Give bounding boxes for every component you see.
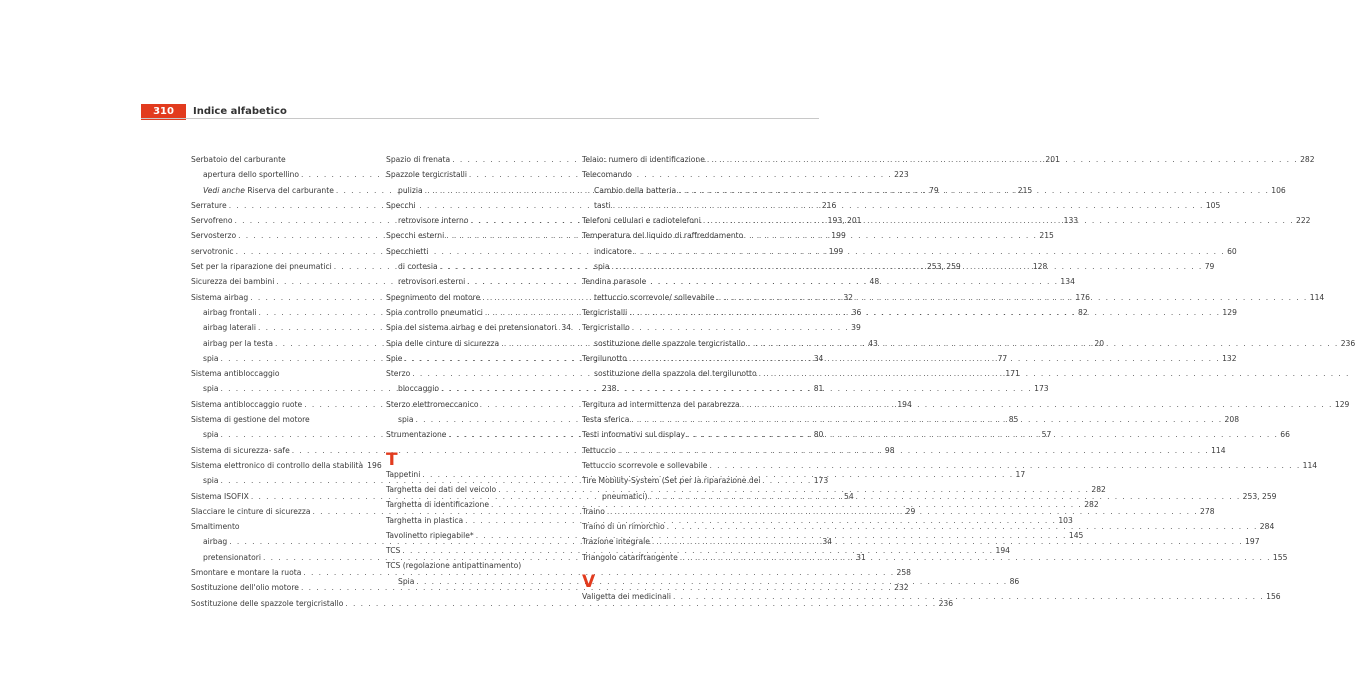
index-term: Traino di un rimorchio: [582, 522, 665, 532]
index-entry: [191, 522, 376, 537]
index-term: Serrature: [191, 200, 227, 210]
index-term: 238: [602, 384, 617, 394]
page-reference: 196: [367, 460, 382, 470]
index-entry-text: [386, 354, 402, 363]
index-term: Spia delle cinture di sicurezza: [386, 338, 500, 348]
index-entry-text: [191, 277, 274, 286]
index-entry-text: [398, 186, 423, 195]
page-reference: 114: [1302, 460, 1318, 470]
index-term: di cortesia: [398, 262, 438, 272]
index-term: Specchi esterni: [386, 231, 445, 241]
index-entry-text: [191, 599, 343, 608]
index-entry-text: [386, 308, 483, 317]
index-entry-text: [594, 293, 715, 302]
page-reference: 236: [1340, 338, 1355, 348]
page-reference: 193, 201: [827, 216, 862, 226]
index-entry-text: [386, 293, 480, 302]
index-term: tettuccio scorrevole/ sollevabile: [594, 292, 715, 302]
index-entry-text: [386, 516, 463, 525]
page-title: Indice alfabetico: [193, 106, 287, 117]
page-reference: 197: [1245, 537, 1260, 547]
page-reference: 232: [894, 583, 909, 593]
index-term: TCS: [386, 546, 401, 556]
index-entry-text: [582, 537, 650, 546]
page-reference: 282: [1091, 484, 1106, 494]
index-entry-text: [594, 369, 757, 378]
index-term: retrovisori esterni: [398, 277, 466, 287]
header-rule: [141, 118, 819, 119]
index-term: airbag per la testa: [203, 338, 274, 348]
page-reference: 223: [894, 170, 909, 180]
page-reference: 208: [1224, 415, 1240, 425]
page-reference: 85: [1008, 415, 1019, 425]
page-reference: 60: [1227, 246, 1237, 256]
page-reference: 194: [897, 399, 912, 409]
index-entry-text: [398, 277, 465, 286]
page-reference: 215: [1039, 231, 1054, 241]
see-also-label: Vedi anche: [203, 185, 245, 195]
index-entry-text: [203, 384, 219, 393]
index-term: indicatore: [594, 246, 632, 256]
index-term: Temperatura del liquido di raffreddamento: [582, 231, 744, 241]
page-reference: 80: [813, 430, 824, 440]
page-reference: 258: [896, 568, 912, 578]
index-entry-text: [203, 186, 334, 195]
index-entry-text: [582, 354, 627, 363]
index-term: Spia: [398, 576, 415, 586]
index-entry-text: [386, 531, 474, 540]
index-entry-text: [191, 415, 310, 424]
index-entry-text: [386, 430, 446, 439]
index-entry-text: [191, 231, 236, 240]
dot-leader: [559, 323, 560, 332]
index-term: pneumatici): [602, 491, 648, 501]
page-reference: 81: [813, 384, 824, 394]
dot-leader: [717, 293, 1308, 302]
index-term: Spegnimento del motore: [386, 292, 481, 302]
index-term: Cambio della batteria: [594, 185, 677, 195]
page-reference: 43: [868, 338, 878, 348]
index-entry-text: [386, 155, 450, 164]
index-term: Specchietti: [386, 246, 429, 256]
dot-leader: [631, 415, 1222, 424]
page-reference: 284: [1259, 522, 1275, 532]
index-entry-text: [582, 461, 707, 470]
page-reference: 106: [1271, 185, 1286, 195]
page-reference: 155: [1272, 552, 1288, 562]
index-term: spia: [203, 353, 219, 363]
dot-leader: [680, 553, 1271, 562]
index-term: Sostituzione dell'olio motore: [191, 583, 299, 593]
index-section-letter: V: [582, 572, 596, 593]
index-term: Sistema antibloccaggio ruote: [191, 399, 303, 409]
index-term: Valigetta dei medicinali: [582, 592, 671, 602]
page-reference: 105: [1205, 200, 1221, 210]
page-reference: 20: [1094, 338, 1105, 348]
index-entry-text: [582, 430, 685, 439]
index-entry: [582, 231, 767, 246]
index-term: Trazione integrale: [582, 537, 650, 547]
page-reference: 216: [821, 200, 837, 210]
index-entry-text: [191, 155, 286, 164]
index-term: Set per la riparazione dei pneumatici: [191, 262, 332, 272]
page-reference: 34: [561, 323, 571, 333]
index-entry: [386, 247, 571, 262]
index-entry-text: [582, 323, 630, 332]
index-entry-text: [582, 592, 671, 601]
page-reference: 17: [1015, 469, 1026, 479]
index-entry-text: [594, 262, 610, 271]
index-entry-text: [398, 577, 414, 586]
page-reference: 103: [1058, 515, 1073, 525]
index-entry-text: [582, 507, 605, 516]
index-entry-text: [582, 155, 705, 164]
index-entry-text: [203, 476, 219, 485]
dot-leader: [629, 308, 1220, 317]
page-reference: 36: [851, 307, 862, 317]
index-entry-text: [582, 476, 761, 485]
page-reference: 282: [1300, 155, 1315, 164]
page-reference: 199: [828, 246, 844, 256]
index-entry-text: [386, 369, 410, 378]
index-entry-text: [191, 400, 302, 409]
index-entry: [191, 155, 376, 170]
index-entry-text: [582, 522, 665, 531]
index-term: Spazzole tergicristalli: [386, 170, 467, 180]
page-reference: 253, 259: [926, 262, 961, 272]
dot-leader: [673, 592, 1264, 601]
index-term: Spie: [386, 353, 403, 363]
page-reference: 54: [844, 491, 854, 501]
index-term: Spia del sistema airbag e dei pretensionatori: [386, 323, 557, 333]
index-entry: [582, 277, 767, 292]
index-entry-text: [191, 583, 299, 592]
index-entry-text: [594, 201, 611, 210]
index-entry-text: [386, 470, 420, 479]
page-reference: 132: [1222, 353, 1237, 363]
index-term: Tettuccio: [582, 445, 616, 455]
index-term: Triangolo catarifrangente: [582, 552, 678, 562]
index-term: Targhetta dei dati del veicolo: [386, 484, 497, 494]
index-entry-text: [203, 339, 273, 348]
index-entry-text: [191, 461, 363, 470]
index-entry: [191, 415, 376, 430]
index-entry-text: [386, 231, 444, 240]
dot-leader: [652, 537, 1243, 546]
index-term: bloccaggio: [398, 384, 439, 394]
index-term: Testa sferica: [582, 415, 630, 425]
page-reference: 79: [929, 185, 939, 195]
index-entry: [386, 170, 571, 185]
index-entry-text: [582, 231, 743, 240]
index-entry: [191, 460, 382, 476]
index-term: airbag frontali: [203, 307, 257, 317]
index-entry-text: [582, 446, 616, 455]
index-entry-text: [203, 537, 227, 546]
index-entry-text: [191, 492, 249, 501]
dot-leader: [707, 155, 1298, 164]
index-term: Slacciare le cinture di sicurezza: [191, 506, 311, 516]
index-entry-text: [203, 323, 256, 332]
index-term: spia: [203, 384, 219, 394]
page-reference: 114: [1309, 292, 1325, 302]
index-entry-text: [582, 308, 627, 317]
index-term: Telefoni cellulari e radiotelefoni: [582, 216, 701, 226]
index-term: pulizia: [398, 185, 423, 195]
index-term: Tendina parasole: [582, 277, 647, 287]
index-term: Traino: [582, 506, 605, 516]
page-reference: 194: [995, 546, 1010, 556]
index-term: Sistema ISOFIX: [191, 491, 249, 501]
index-term: Tappetini: [386, 469, 421, 479]
index-entry-text: [203, 354, 219, 363]
index-entry-text: [602, 492, 648, 501]
page-reference: 129: [1222, 307, 1237, 317]
index-term: Tire Mobility-System (Set per la riparazione dei: [582, 476, 761, 486]
index-entry-text: [398, 262, 438, 271]
page-reference: 201: [1045, 155, 1060, 164]
index-term: Sostituzione delle spazzole tergicristallo: [191, 598, 344, 608]
index-term: spia: [594, 262, 610, 272]
index-entry: [386, 400, 571, 415]
page-reference: 77: [997, 353, 1008, 363]
index-entry-text: [398, 216, 468, 225]
page-reference: 253, 259: [1242, 491, 1277, 501]
index-entry: [582, 369, 767, 384]
index-term: Tettuccio scorrevole e sollevabile: [582, 460, 708, 470]
index-entry-text: [386, 201, 416, 210]
page-reference: 236: [938, 598, 954, 608]
index-entry-text: [398, 384, 439, 393]
page-reference: 282: [1084, 500, 1099, 510]
index-term: sostituzione delle spazzole tergicristallo: [594, 338, 746, 348]
index-term: spia: [203, 430, 219, 440]
page-reference: 128: [1032, 262, 1048, 272]
index-term: sostituzione della spazzola del tergilunotto: [594, 369, 757, 379]
page-reference: 79: [1204, 262, 1215, 272]
dot-leader: [748, 339, 1339, 348]
page-reference: 278: [1200, 506, 1215, 516]
index-entry-text: [203, 170, 299, 179]
index-term: Smontare e montare la ruota: [191, 568, 302, 578]
page-reference: 145: [1068, 530, 1084, 540]
index-term: Sistema airbag: [191, 292, 249, 302]
index-section-letter: T: [386, 449, 398, 470]
dot-leader: [709, 461, 1300, 470]
page-reference: 199: [831, 231, 846, 241]
index-entry-text: [582, 216, 701, 225]
index-entry-text: [191, 568, 301, 577]
index-term: Serbatoio del carburante: [191, 155, 286, 164]
index-term: Tergicristallo: [582, 323, 630, 333]
index-entry-text: [191, 522, 240, 531]
page-reference: 32: [843, 292, 854, 302]
index-entry-text: [191, 247, 234, 256]
index-term: Smaltimento: [191, 522, 240, 532]
index-entry-text: [386, 485, 496, 494]
index-term: Testi informativi sul display: [582, 430, 686, 440]
dot-leader: [678, 186, 1269, 195]
index-term: Spazio di frenata: [386, 155, 451, 164]
index-term: Tavolinetto ripiegabile*: [386, 530, 474, 540]
page-number: 310: [141, 104, 186, 120]
index-entry-text: [191, 507, 311, 516]
dot-leader: [667, 522, 1258, 531]
index-entry-text: [594, 247, 632, 256]
index-term: servotronic: [191, 246, 234, 256]
index-entry: [582, 323, 767, 338]
index-term: Tergitura ad intermittenza del parabrezza: [582, 399, 740, 409]
index-term: Telaio: numero di identificazione: [582, 155, 705, 164]
index-entry-text: [582, 415, 629, 424]
index-term: Tergilunotto: [582, 353, 627, 363]
index-entry-text: [191, 293, 248, 302]
index-entry: [191, 598, 954, 614]
page-reference: 57: [1041, 430, 1052, 440]
index-term: Specchi: [386, 200, 416, 210]
index-entry-text: [386, 247, 428, 256]
index-term: Riserva del carburante: [247, 185, 334, 195]
index-entry-text: [582, 170, 632, 179]
index-entry-text: [191, 446, 290, 455]
index-entry-text: [203, 553, 261, 562]
index-entry-text: [191, 216, 233, 225]
page-reference: 176: [1075, 292, 1090, 302]
page-reference: 222: [1296, 216, 1311, 226]
index-entry-text: [386, 561, 521, 570]
page-reference: 134: [1060, 277, 1075, 287]
page-reference: 86: [1009, 576, 1020, 586]
index-term: airbag: [203, 537, 228, 547]
index-entry-text: [203, 430, 219, 439]
index-entry-text: [602, 384, 617, 393]
dot-leader: [629, 354, 1220, 363]
index-term: spia: [398, 415, 414, 425]
index-entry: [191, 369, 376, 384]
index-entry-text: [386, 170, 467, 179]
dot-leader: [742, 400, 1333, 409]
index-entry-text: [594, 339, 746, 348]
index-term: Sistema di sicurezza- safe: [191, 445, 290, 455]
dot-leader: [607, 507, 1198, 516]
index-term: apertura dello sportellino: [203, 170, 300, 180]
dot-leader: [759, 369, 1350, 378]
index-entry-text: [398, 415, 414, 424]
index-entry-text: [386, 546, 400, 555]
index-entry: [386, 561, 571, 576]
page-reference: 173: [1034, 384, 1049, 394]
index-term: spia: [203, 476, 219, 486]
page-reference: 48: [869, 277, 880, 287]
page-reference: 34: [822, 537, 833, 547]
index-entry: [386, 323, 571, 338]
dot-leader: [613, 201, 1204, 210]
index-entry-text: [582, 553, 678, 562]
dot-leader: [650, 492, 1241, 501]
page-reference: 66: [1280, 430, 1290, 440]
index-term: tasti: [594, 200, 611, 210]
page-reference: 156: [1266, 592, 1281, 602]
page-reference: 129: [1334, 399, 1350, 409]
dot-leader: [703, 216, 1294, 225]
index-term: retrovisore interno: [398, 216, 469, 226]
index-term: pretensionatori: [203, 552, 261, 562]
index-term: airbag laterali: [203, 323, 257, 333]
index-term: Sterzo: [386, 369, 411, 379]
index-entry: [582, 476, 767, 491]
index-term: Sterzo elettromeccanico: [386, 399, 479, 409]
index-entry-text: [594, 186, 676, 195]
index-term: Targhetta di identificazione: [386, 500, 490, 510]
index-entry-text: [191, 369, 280, 378]
index-entry: [386, 201, 571, 216]
index-entry-text: [191, 201, 227, 210]
page-reference: 34: [813, 353, 824, 363]
page-reference: 133: [1063, 216, 1079, 226]
index-term: Tergicristalli: [582, 307, 628, 317]
index-term: TCS (regolazione antipattinamento): [386, 561, 522, 571]
index-entry-text: [386, 400, 478, 409]
dot-leader: [634, 247, 1225, 256]
index-entry: [582, 384, 767, 399]
page-reference: 114: [1211, 445, 1226, 455]
index-term: Targhetta in plastica: [386, 515, 464, 525]
page-reference: 215: [1017, 185, 1033, 195]
index-term: Servofreno: [191, 216, 233, 226]
index-term: Telecomando: [582, 170, 632, 180]
page-reference: 173: [813, 476, 829, 486]
index-term: Sistema elettronico di controllo della stabilità: [191, 460, 364, 470]
index-term: Sistema di gestione del motore: [191, 415, 310, 425]
page-reference: 31: [856, 552, 866, 562]
index-entry: [582, 170, 767, 185]
page-reference: 29: [905, 506, 916, 516]
page-reference: 171: [1005, 369, 1020, 379]
index-entry-text: [191, 262, 332, 271]
index-entry-text: [386, 500, 489, 509]
index-term: Servosterzo: [191, 231, 237, 241]
index-term: Spia controllo pneumatici: [386, 307, 483, 317]
index-entry-text: [582, 400, 740, 409]
page-reference: 82: [1078, 307, 1088, 317]
dot-leader: [612, 262, 1203, 271]
index-term: Sicurezza dei bambini: [191, 277, 275, 287]
dot-leader: [687, 430, 1278, 439]
page-reference: 98: [884, 445, 895, 455]
index-term: Strumentazione: [386, 430, 447, 440]
index-entry-text: [386, 339, 499, 348]
index-term: Sistema antibloccaggio: [191, 369, 280, 379]
index-entry-text: [582, 277, 646, 286]
index-entry-text: [203, 308, 257, 317]
dot-leader: [618, 446, 1209, 455]
page-reference: 39: [851, 323, 861, 333]
index-entry-text: [386, 323, 557, 332]
